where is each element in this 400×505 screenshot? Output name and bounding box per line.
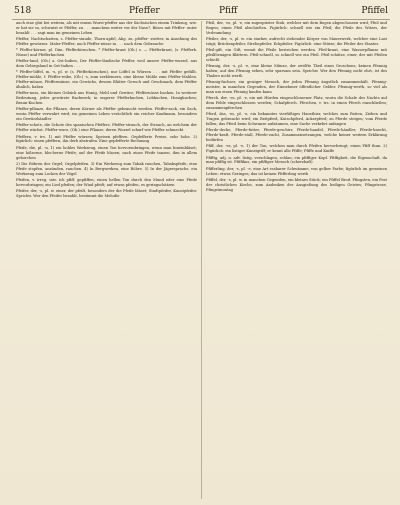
header-rule bbox=[12, 19, 390, 20]
dictionary-entry: * Pfeffer-körner, pl. Dim. Pfefferkörnchen. * Pfeffer-kraut (Ob.) s. — Pfefferkraut, (s. Pfefferk. Nüsse) und Pfefferkuchen bbox=[16, 48, 197, 58]
dictionary-entry: Pfiffig, adj. u. adv. listig, verschlagen, schlau; ein pfiffiger Kopf. Pfiffigkeit, die Eigenschaft, da man pfiffig ist. Pfiffikus, ein pfiffiger Mensch (scherzhaft) bbox=[206, 155, 387, 165]
dictionary-entry: Pferde-decke, Pferde-futter, Pferde-geschirr, Pferde-handel, Pferde-händler, Pferde-knecht, Pferde-kraft, Pferde-stall, Pferde-zucht, Zusammensetzungen, welche keiner weitern Erklärung bedürfen bbox=[206, 128, 387, 143]
left-column bbox=[16, 21, 197, 499]
dictionary-entry: 2) Die Röhren der Orgel; Orgelpfeifen. 3) Ein Werkzeug zum Tabak rauchen, Tabakspfeife; eine Pfeife stopfen, anzünden, rauchen. 4) In Bergwerken, eine Röhre. 5) In der Jägersprache, ein Werkzeug zum Locken der Vögel bbox=[16, 161, 197, 176]
page-header bbox=[14, 5, 388, 17]
dictionary-entry: Pfeifen, v. irreg. intr. ich pfiff, gepfiffen; einen hellen Ton durch den Mund oder eine Pfeife hervorbringen; ein Lied pfeifen; der Wind pfeift; auf etwas pfeifen, es geringschätzen bbox=[16, 177, 197, 187]
dictionary-entry: Pfeil, der, -es, pl. -e, ein zugespitzter Stab, welcher mit dem Bogen abgeschossen wird; Pfeil und Bogen; einen Pfeil abschießen. Figürlich: schnell wie ein Pfeil; die Pfeile des Witzes, der Verleumdung bbox=[206, 21, 387, 35]
dictionary-entry: Pfeffer, Nachtschatten, s. Pfeffer-staude, Thorn-apfel; Abg. zu, pfeffer- zwitter, in Ansehung des Pfeffer gewürzes. Maler-Pfeffer; auch Pfeffer-nüsse in . . . nach dem Gebrauche bbox=[16, 37, 197, 46]
column-divider bbox=[201, 21, 202, 499]
dictionary-entry: Pfeil-gift, ein Gift, womit die Pfeile bestrichen werden. Pfeil-kraut, eine Wasserpflanze mit pfeilförmigen Blättern. Pfeil-schnell, so schnell wie ein Pfeil. Pfeil-schütze, einer, der mit Pfeilen schießt bbox=[206, 48, 387, 63]
dictionary-entry: Pfiff, der, -es, pl. -e, 1) der Ton, welchen man durch Pfeifen hervorbringt; einen Pfiff thun. 2) Figürlich: ein listiger Kunstgriff; er kennt alle Pfiffe; Pfiffe und Kniffe bbox=[206, 144, 387, 154]
dictionary-entry: Pfeife, die, pl. -n, 1) ein hohles Werkzeug, einen Ton hervorzubringen, wenn man hineinbläset; eine hölzerne, blecherne Pfeife; auf der Pfeife blasen; nach eines Pfeife tanzen, ihm in allem gehorchen bbox=[16, 145, 197, 160]
dictionary-entry: Pfennig-fuchser, ein geiziger Mensch, der jeden Pfennig ängstlich zusammenhält. Pfennig-meister, in manchen Gegenden, der Einnehmer öffentlicher Gelder. Pfennig-werth, so viel als man um einen Pfennig kaufen kann bbox=[206, 80, 387, 95]
dictionary-entry: Pferch, der, -es, pl. -e, ein mit Hürden eingeschlossener Platz, worin die Schafe des Nachts auf dem Felde eingeschlossen werden; Schafpferch. Pferchen, v. trs. in einen Pferch einschließen; zusammenpferchen bbox=[206, 96, 387, 111]
dictionary-entry: Pfeffer-pflanze, die Pflanze, deren Körner als Pfeffer gebraucht werden. Pfeffer-sack, ein Sack, worin Pfeffer verwahrt wird; im gemeinen Leben verächtlich ein reicher Kaufmann, besonders ein Gewürzhändler bbox=[16, 107, 197, 122]
dictionary-entry: Pfeffer-nuss, ein kleines Gebäck aus Honig, Mehl und Gewürz; Pfeffernüsse backen. In weiterer Bedeutung, jedes gewürzte Backwerk; in engerer Pfefferkuchen, Lebkuchen, Honigkuchen; Braun-Kuchen bbox=[16, 91, 197, 106]
dictionary-entry: Pfiffel, der, -s, pl. w. in manchen Gegenden, ein kleines Stück; ein Pfiffel Brod. Pfingsten, ein Fest der christlichen Kirche, zum Andenken der Ausgießung des heiligen Geistes; Pfingstrose, Pfingstmontag bbox=[206, 177, 387, 192]
dictionary-entry: Pfeiler, der, -s, pl. w. ein starker, aufrecht stehender Körper von Mauerwerk, welcher eine Last trägt; Brückenpfeiler, Strebepfeiler, Eckpfeiler. Figürlich: eine Stütze; die Pfeiler des Staates bbox=[206, 37, 387, 46]
dictionary-entry: Pfifferling, der, -s, pl. -e, eine Art essbarer Schwämme, von gelber Farbe; figürlich im gemeinen Leben: etwas Geringes; das ist keinen Pfifferling werth bbox=[206, 166, 387, 176]
running-head-right: Pfiffel bbox=[361, 6, 388, 16]
dictionary-entry: Pfennig, der, -s, pl. -e, eine kleine Münze, der zwölfte Theil eines Groschens; keinen Pfennig haben; auf den Pfennig sehen, sehr sparsam sein. Sprichw. Wer den Pfennig nicht ehrt, ist des Thalers nicht werth bbox=[206, 64, 387, 79]
running-head-center: Pfiff bbox=[219, 6, 238, 16]
dictionary-entry: * Pfeffer-löffel, m. -s, pl. w. (s. Pfefferkörnchen), nur Löffel in Würzen . . . mit Pfeffer gefüllt. Pfeffer-mühle, f. Pfeffer-reibe, (Ob.) -s, zum zerkleinern, eine kleine Mühle zum Pfeffer-Mahlen. Pfeffer-münze, Pfeffermünze, ein Gewächs, dessen Blätter Geruch und Geschmack, dem Pfeffer ähnlich, haben bbox=[16, 70, 197, 90]
page-number: 518 bbox=[14, 6, 32, 16]
running-head-left: Pfeffer bbox=[129, 6, 160, 16]
dictionary-entry: Pfeifer, der, -s, pl. w. einer, der pfeift, besonders der die Pfeife bläset; Stadtpfeifer, Kunstpfeifer. Sprichw. Wer den Pfeifer bezahlt, bestimmt die Melodie bbox=[16, 188, 197, 198]
dictionary-entry: Pfeffern, v. trs. 1) mit Pfeffer würzen; Speisen pfeffern. Gepfefferte Preise, sehr hohe. 2) figürlich: einen pfeffern, ihn derb abstrafen. Eine gepfefferte Rechnung bbox=[16, 134, 197, 144]
right-column bbox=[206, 21, 387, 499]
dictionary-entry: Pfeffer-schote, die Schote des spanischen Pfeffers. Pfeffer-strauch, der Strauch, an welchem der Pfeffer wächst. Pfeffer-wurz, (Ob.) eine Pflanze, deren Wurzel scharf wie Pfeffer schmeckt bbox=[16, 123, 197, 133]
dictionary-entry: Pfeffer-land, (Ob.) a. Ost-Indien, Der Pfeffer-ländische Pfeffer, weil unsere Pfeffer-wurzel, aus dem Gebirgsland in Ost-Indien . . . bbox=[16, 59, 197, 69]
dictionary-entry: auch eine glut bei weitem, als mit einem Wurst-pfeffer aus der Sächsischen einem Trinkzug, wie: er hat sie so, schwatzt er Pfeffer, zu . . . manchem weiter vor der Nase?, Böses mit Pfeffer- unter bezahlt . . . sagt man im gemeinen Leben bbox=[16, 21, 197, 35]
dictionary-entry: Pferd, das, -es, pl. -e, ein bekanntes vierfüßiges Hausthier, welches zum Reiten, Ziehen und Tragen gebraucht wird; ein Reitpferd, Kutschpferd, Ackerpferd; zu Pferde steigen; vom Pferde fallen; das Pferd beim Schwanze aufzäumen, eine Sache verkehrt anfangen bbox=[206, 112, 387, 127]
